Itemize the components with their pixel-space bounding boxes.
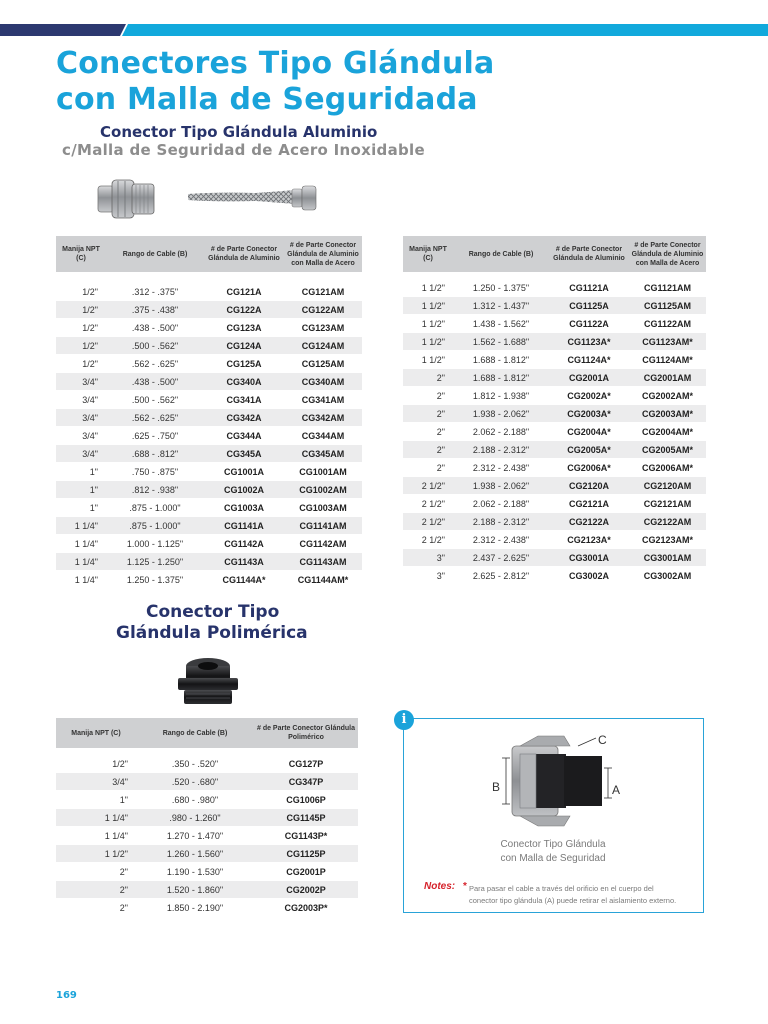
cell-cable-range: 2.625 - 2.812" [453, 567, 549, 585]
cell-part-aluminum: CG2002A* [549, 387, 629, 405]
table-row [56, 481, 362, 499]
cell-part-aluminum: CG1125A [549, 297, 629, 315]
cell-npt: 3/4" [56, 773, 136, 791]
cell-part-aluminum-mesh: CG1141AM [284, 517, 362, 535]
cell-part-aluminum: CG345A [204, 445, 284, 463]
cell-npt: 3" [403, 567, 453, 585]
cell-part-aluminum: CG2121A [549, 495, 629, 513]
table-row [56, 463, 362, 481]
cell-npt: 2 1/2" [403, 513, 453, 531]
cell-cable-range: .350 - .520" [136, 755, 254, 773]
cell-cable-range: 1.688 - 1.812" [453, 351, 549, 369]
cell-part-aluminum-mesh: CG342AM [284, 409, 362, 427]
cell-part-aluminum-mesh: CG2120AM [629, 477, 706, 495]
cell-part-aluminum: CG1003A [204, 499, 284, 517]
cell-part-aluminum-mesh: CG3002AM [629, 567, 706, 585]
table-row [403, 423, 706, 441]
cell-npt: 1 1/4" [56, 535, 106, 553]
cell-npt: 2" [403, 459, 453, 477]
cell-part-aluminum-mesh: CG341AM [284, 391, 362, 409]
cell-part-polymer: CG1006P [254, 791, 358, 809]
connector-diagram [480, 732, 630, 832]
table-row [403, 387, 706, 405]
diagram-label-b: B [492, 780, 501, 794]
table-row [56, 899, 358, 917]
page-number: 169 [56, 990, 77, 1001]
cell-cable-range: .875 - 1.000" [106, 499, 204, 517]
cell-part-polymer: CG2001P [254, 863, 358, 881]
column-header-npt: Manija NPT (C) [56, 718, 136, 748]
cell-npt: 3/4" [56, 427, 106, 445]
cell-part-aluminum: CG2003A* [549, 405, 629, 423]
cell-part-aluminum-mesh: CG1144AM* [284, 571, 362, 589]
notes-text: Para pasar el cable a través del orificio en el cuerpo del conector tipo glándula (A) puede retirar el aislamiento externo. [469, 884, 677, 905]
cell-cable-range: 1.688 - 1.812" [453, 369, 549, 387]
cell-part-aluminum-mesh: CG1124AM* [629, 351, 706, 369]
cell-npt: 1 1/2" [403, 297, 453, 315]
cell-cable-range: 2.312 - 2.438" [453, 459, 549, 477]
cell-part-aluminum-mesh: CG2004AM* [629, 423, 706, 441]
column-header-cable-range: Rango de Cable (B) [453, 236, 549, 272]
cell-part-aluminum: CG122A [204, 301, 284, 319]
cell-npt: 3/4" [56, 373, 106, 391]
cell-part-aluminum: CG1124A* [549, 351, 629, 369]
table-row [56, 809, 358, 827]
table-row [56, 391, 362, 409]
cell-npt: 1 1/4" [56, 571, 106, 589]
column-header-part-aluminum-mesh: # de Parte Conector Glándula de Aluminio con Malla de Acero [284, 236, 362, 272]
cell-part-aluminum-mesh: CG2123AM* [629, 531, 706, 549]
column-header-part-aluminum: # de Parte Conector Glándula de Aluminio [204, 236, 284, 272]
cell-part-aluminum-mesh: CG122AM [284, 301, 362, 319]
column-header-part-aluminum-mesh: # de Parte Conector Glándula de Aluminio con Malla de Acero [629, 236, 706, 272]
cell-npt: 1 1/4" [56, 809, 136, 827]
cell-part-polymer: CG1145P [254, 809, 358, 827]
cell-npt: 1/2" [56, 319, 106, 337]
cell-part-aluminum-mesh: CG345AM [284, 445, 362, 463]
polymer-connector-photo [172, 652, 244, 708]
cell-cable-range: 1.125 - 1.250" [106, 553, 204, 571]
table-row [56, 755, 358, 773]
cell-part-aluminum: CG124A [204, 337, 284, 355]
cell-cable-range: 1.250 - 1.375" [453, 279, 549, 297]
page-title-line1: Conectores Tipo Glándula [56, 46, 495, 81]
column-header-cable-range: Rango de Cable (B) [136, 718, 254, 748]
cell-part-aluminum: CG1143A [204, 553, 284, 571]
diagram-label-c: C [598, 733, 607, 747]
table-row [403, 405, 706, 423]
table-row [56, 499, 362, 517]
cell-part-polymer: CG1125P [254, 845, 358, 863]
notes-label: Notes: [424, 881, 456, 892]
table-row [56, 553, 362, 571]
cell-cable-range: 2.062 - 2.188" [453, 423, 549, 441]
cell-part-aluminum: CG1002A [204, 481, 284, 499]
cell-npt: 3/4" [56, 391, 106, 409]
column-header-part-aluminum: # de Parte Conector Glándula de Aluminio [549, 236, 629, 272]
cell-cable-range: .438 - .500" [106, 319, 204, 337]
cell-cable-range: .312 - .375" [106, 283, 204, 301]
cell-cable-range: .688 - .812" [106, 445, 204, 463]
cell-cable-range: .562 - .625" [106, 409, 204, 427]
table-row [56, 517, 362, 535]
cell-npt: 2" [403, 369, 453, 387]
cell-part-aluminum-mesh: CG123AM [284, 319, 362, 337]
cell-npt: 3/4" [56, 445, 106, 463]
cell-npt: 2 1/2" [403, 531, 453, 549]
diagram-caption-line2: con Malla de Seguridad [500, 853, 606, 864]
cell-npt: 1 1/2" [403, 279, 453, 297]
cell-cable-range: 1.938 - 2.062" [453, 405, 549, 423]
cell-part-aluminum: CG1142A [204, 535, 284, 553]
cell-part-polymer: CG127P [254, 755, 358, 773]
table-row [403, 441, 706, 459]
table-row [403, 549, 706, 567]
cell-part-aluminum-mesh: CG2005AM* [629, 441, 706, 459]
cell-part-aluminum-mesh: CG1003AM [284, 499, 362, 517]
cell-part-aluminum-mesh: CG344AM [284, 427, 362, 445]
cell-part-aluminum: CG2122A [549, 513, 629, 531]
cell-npt: 3/4" [56, 409, 106, 427]
cell-cable-range: 1.812 - 1.938" [453, 387, 549, 405]
cell-npt: 1" [56, 481, 106, 499]
table-row [56, 881, 358, 899]
table-row [403, 333, 706, 351]
cell-part-aluminum: CG2004A* [549, 423, 629, 441]
table-row [403, 459, 706, 477]
table-row [56, 373, 362, 391]
table-row [56, 409, 362, 427]
cell-part-aluminum: CG2001A [549, 369, 629, 387]
cell-part-aluminum-mesh: CG1143AM [284, 553, 362, 571]
cell-cable-range: 2.437 - 2.625" [453, 549, 549, 567]
diagram-label-a: A [612, 783, 621, 797]
cell-npt: 1 1/4" [56, 827, 136, 845]
cell-part-aluminum-mesh: CG125AM [284, 355, 362, 373]
cell-part-aluminum-mesh: CG2001AM [629, 369, 706, 387]
table-row [56, 773, 358, 791]
cell-cable-range: .980 - 1.260" [136, 809, 254, 827]
cell-npt: 2" [56, 899, 136, 917]
column-header-part-polymer: # de Parte Conector Glándula Polimérico [254, 718, 358, 748]
cell-npt: 1/2" [56, 337, 106, 355]
table-row [56, 845, 358, 863]
cell-part-aluminum-mesh: CG1001AM [284, 463, 362, 481]
section-title-polymer-line1: Conector Tipo [146, 602, 280, 622]
cell-part-aluminum-mesh: CG1122AM [629, 315, 706, 333]
table-row [403, 513, 706, 531]
cell-part-aluminum: CG2005A* [549, 441, 629, 459]
cell-npt: 1/2" [56, 755, 136, 773]
table-row [56, 355, 362, 373]
polymer-table [56, 718, 358, 917]
aluminum-table-left [56, 236, 362, 589]
cell-cable-range: 1.938 - 2.062" [453, 477, 549, 495]
cell-part-aluminum: CG1144A* [204, 571, 284, 589]
cell-npt: 1 1/2" [403, 333, 453, 351]
cell-cable-range: .750 - .875" [106, 463, 204, 481]
cell-part-aluminum: CG2123A* [549, 531, 629, 549]
cell-npt: 1 1/4" [56, 517, 106, 535]
cell-part-aluminum-mesh: CG1123AM* [629, 333, 706, 351]
cell-part-aluminum: CG2120A [549, 477, 629, 495]
cell-cable-range: .562 - .625" [106, 355, 204, 373]
cell-npt: 1 1/4" [56, 553, 106, 571]
column-header-cable-range: Rango de Cable (B) [106, 236, 204, 272]
table-row [403, 477, 706, 495]
table-row [56, 827, 358, 845]
aluminum-connector-photo [94, 176, 160, 222]
table-row [56, 571, 362, 589]
cell-npt: 2 1/2" [403, 495, 453, 513]
cell-npt: 1" [56, 791, 136, 809]
cell-cable-range: 1.312 - 1.437" [453, 297, 549, 315]
cell-part-aluminum-mesh: CG124AM [284, 337, 362, 355]
table-row [56, 791, 358, 809]
cell-cable-range: 1.260 - 1.560" [136, 845, 254, 863]
cell-npt: 2" [403, 405, 453, 423]
cell-part-aluminum: CG2006A* [549, 459, 629, 477]
section-subtitle-mesh: c/Malla de Seguridad de Acero Inoxidable [62, 141, 425, 159]
cell-cable-range: 2.188 - 2.312" [453, 513, 549, 531]
cell-cable-range: 1.270 - 1.470" [136, 827, 254, 845]
cell-cable-range: .875 - 1.000" [106, 517, 204, 535]
cell-cable-range: 1.562 - 1.688" [453, 333, 549, 351]
top-bar-light [122, 24, 768, 36]
table-row [56, 535, 362, 553]
cell-part-aluminum: CG121A [204, 283, 284, 301]
cell-cable-range: .625 - .750" [106, 427, 204, 445]
cell-cable-range: 1.190 - 1.530" [136, 863, 254, 881]
cell-part-aluminum: CG1001A [204, 463, 284, 481]
cell-part-aluminum-mesh: CG2006AM* [629, 459, 706, 477]
cell-part-aluminum: CG1141A [204, 517, 284, 535]
cell-cable-range: 1.000 - 1.125" [106, 535, 204, 553]
cell-part-aluminum-mesh: CG2121AM [629, 495, 706, 513]
top-bar-dark [0, 24, 126, 36]
cell-part-aluminum: CG3001A [549, 549, 629, 567]
cell-part-aluminum-mesh: CG340AM [284, 373, 362, 391]
table-row [403, 315, 706, 333]
cell-cable-range: .500 - .562" [106, 337, 204, 355]
table-row [403, 279, 706, 297]
cell-part-aluminum-mesh: CG1125AM [629, 297, 706, 315]
cell-cable-range: .812 - .938" [106, 481, 204, 499]
cell-cable-range: 1.250 - 1.375" [106, 571, 204, 589]
diagram-caption-line1: Conector Tipo Glándula [500, 839, 606, 850]
notes-asterisk: * [463, 881, 467, 892]
cell-npt: 1 1/2" [403, 315, 453, 333]
section-title-polymer-line2: Glándula Polimérica [116, 623, 308, 643]
column-header-npt: Manija NPT (C) [403, 236, 453, 272]
cell-cable-range: .520 - .680" [136, 773, 254, 791]
table-row [56, 283, 362, 301]
table-row [56, 301, 362, 319]
aluminum-table-right [403, 236, 706, 585]
cell-part-aluminum-mesh: CG2002AM* [629, 387, 706, 405]
cell-cable-range: 2.188 - 2.312" [453, 441, 549, 459]
cell-part-polymer: CG2003P* [254, 899, 358, 917]
info-icon: i [394, 710, 414, 730]
cell-part-aluminum: CG123A [204, 319, 284, 337]
cell-npt: 1 1/2" [403, 351, 453, 369]
cell-npt: 1/2" [56, 355, 106, 373]
table-row [403, 369, 706, 387]
table-row [56, 319, 362, 337]
cell-part-aluminum: CG1122A [549, 315, 629, 333]
cell-cable-range: 2.312 - 2.438" [453, 531, 549, 549]
cell-part-aluminum-mesh: CG1142AM [284, 535, 362, 553]
column-header-npt: Manija NPT (C) [56, 236, 106, 272]
cell-part-aluminum-mesh: CG1002AM [284, 481, 362, 499]
cell-cable-range: .500 - .562" [106, 391, 204, 409]
cell-cable-range: .438 - .500" [106, 373, 204, 391]
cell-part-polymer: CG347P [254, 773, 358, 791]
cell-part-aluminum-mesh: CG2122AM [629, 513, 706, 531]
cell-part-aluminum: CG344A [204, 427, 284, 445]
cell-npt: 3" [403, 549, 453, 567]
cell-npt: 2" [56, 863, 136, 881]
cell-part-aluminum: CG340A [204, 373, 284, 391]
cell-part-aluminum: CG1121A [549, 279, 629, 297]
cell-cable-range: 1.520 - 1.860" [136, 881, 254, 899]
cell-npt: 1/2" [56, 301, 106, 319]
mesh-grip-photo [186, 184, 320, 214]
table-row [56, 445, 362, 463]
cell-npt: 2" [56, 881, 136, 899]
cell-part-aluminum: CG125A [204, 355, 284, 373]
cell-npt: 1" [56, 463, 106, 481]
cell-part-aluminum: CG341A [204, 391, 284, 409]
diagram-caption [488, 838, 618, 866]
cell-part-polymer: CG1143P* [254, 827, 358, 845]
cell-part-aluminum: CG1123A* [549, 333, 629, 351]
cell-cable-range: 1.850 - 2.190" [136, 899, 254, 917]
table-row [403, 567, 706, 585]
cell-npt: 1" [56, 499, 106, 517]
page-title [56, 46, 494, 118]
table-row [403, 531, 706, 549]
table-row [56, 337, 362, 355]
table-row [403, 495, 706, 513]
table-row [56, 427, 362, 445]
cell-npt: 2" [403, 387, 453, 405]
cell-part-aluminum-mesh: CG3001AM [629, 549, 706, 567]
cell-part-polymer: CG2002P [254, 881, 358, 899]
cell-npt: 1/2" [56, 283, 106, 301]
cell-part-aluminum: CG3002A [549, 567, 629, 585]
cell-npt: 2" [403, 423, 453, 441]
table-row [403, 351, 706, 369]
cell-npt: 2" [403, 441, 453, 459]
cell-cable-range: 1.438 - 1.562" [453, 315, 549, 333]
cell-part-aluminum-mesh: CG2003AM* [629, 405, 706, 423]
cell-npt: 2 1/2" [403, 477, 453, 495]
cell-part-aluminum-mesh: CG121AM [284, 283, 362, 301]
section-subtitle-aluminum: Conector Tipo Glándula Aluminio [100, 123, 378, 141]
cell-cable-range: .680 - .980" [136, 791, 254, 809]
cell-part-aluminum: CG342A [204, 409, 284, 427]
cell-part-aluminum-mesh: CG1121AM [629, 279, 706, 297]
page-title-line2: con Malla de Seguridada [56, 82, 478, 117]
table-row [56, 863, 358, 881]
cell-npt: 1 1/2" [56, 845, 136, 863]
cell-cable-range: .375 - .438" [106, 301, 204, 319]
cell-cable-range: 2.062 - 2.188" [453, 495, 549, 513]
table-row [403, 297, 706, 315]
